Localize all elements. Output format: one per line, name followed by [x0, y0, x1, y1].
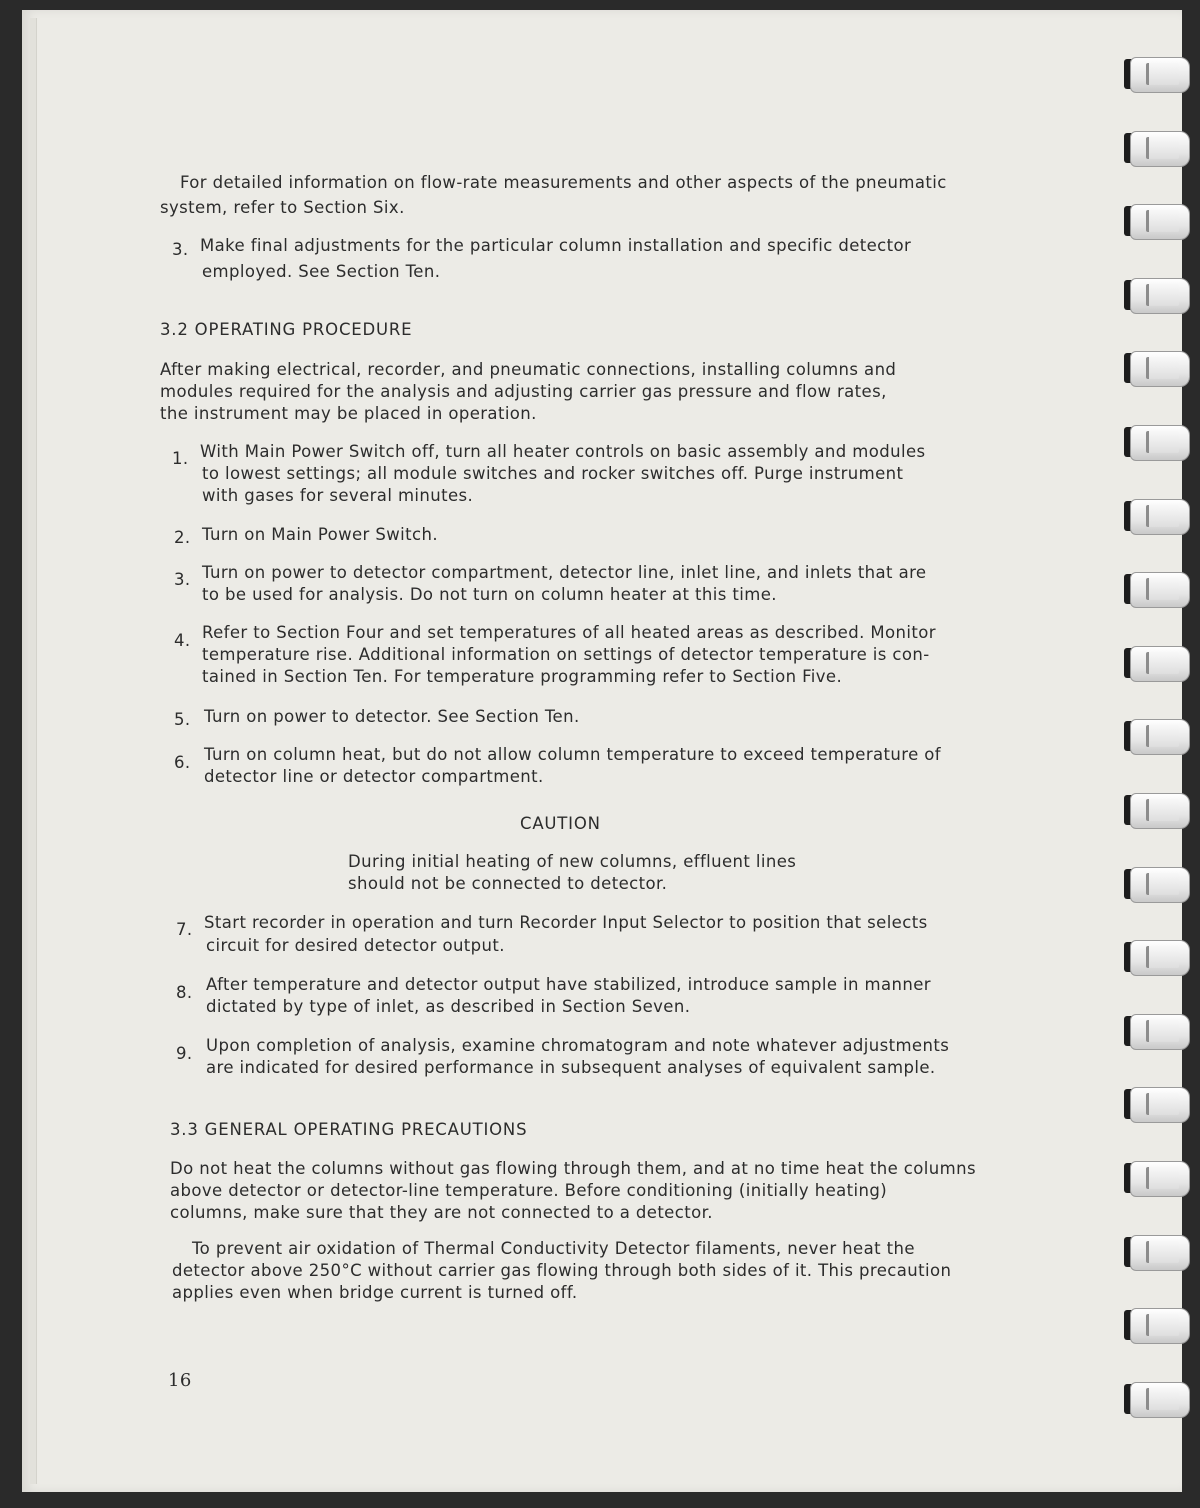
step-line: Make final adjustments for the particular column installation and specific detector	[200, 236, 912, 255]
step-number: 8.	[176, 983, 193, 1002]
intro-line-2: system, refer to Section Six.	[160, 198, 405, 217]
step-line: to lowest settings; all module switches and rocker switches off. Purge instrument	[202, 464, 904, 483]
step-line: Refer to Section Four and set temperatures of all heated areas as described. Monitor	[202, 623, 936, 642]
paragraph-line: detector above 250°C without carrier gas flowing through both sides of it. This precaution	[172, 1261, 952, 1280]
step-line: with gases for several minutes.	[202, 486, 474, 505]
step-number: 6.	[174, 753, 191, 772]
step-line: to be used for analysis. Do not turn on column heater at this time.	[202, 585, 777, 604]
caution-line: During initial heating of new columns, effluent lines	[348, 852, 797, 871]
step-line: are indicated for desired performance in subsequent analyses of equivalent sample.	[206, 1058, 936, 1077]
binding-ring	[1124, 791, 1192, 829]
paragraph-line: applies even when bridge current is turned off.	[172, 1283, 578, 1302]
paragraph-line: above detector or detector-line temperature. Before conditioning (initially heating)	[170, 1181, 888, 1200]
binding-ring	[1124, 1306, 1192, 1344]
binding-ring	[1124, 644, 1192, 682]
binding-ring	[1124, 129, 1192, 167]
step-number: 2.	[174, 528, 191, 547]
step-number: 4.	[174, 631, 191, 650]
binding-ring	[1124, 717, 1192, 755]
section-heading-3-2: 3.2 OPERATING PROCEDURE	[160, 320, 413, 339]
binding-ring	[1124, 865, 1192, 903]
step-line: Turn on power to detector compartment, detector line, inlet line, and inlets that are	[202, 563, 927, 582]
step-line: employed. See Section Ten.	[202, 262, 441, 281]
step-line: Upon completion of analysis, examine chromatogram and note whatever adjustments	[206, 1036, 950, 1055]
step-number: 3.	[172, 240, 189, 259]
step-line: Turn on column heat, but do not allow column temperature to exceed temperature of	[204, 745, 941, 764]
page-number: 16	[168, 1370, 192, 1391]
step-number: 9.	[176, 1044, 193, 1063]
binding-ring	[1124, 349, 1192, 387]
binding-ring	[1124, 423, 1192, 461]
paragraph-line: columns, make sure that they are not connected to a detector.	[170, 1203, 713, 1222]
intro-line-1: For detailed information on flow-rate measurements and other aspects of the pneumatic	[180, 173, 947, 192]
step-line: After temperature and detector output have stabilized, introduce sample in manner	[206, 975, 931, 994]
step-line: With Main Power Switch off, turn all heater controls on basic assembly and modules	[200, 442, 926, 461]
step-line: tained in Section Ten. For temperature programming refer to Section Five.	[202, 667, 843, 686]
binding-ring	[1124, 570, 1192, 608]
caution-line: should not be connected to detector.	[348, 874, 668, 893]
binding-ring	[1124, 1233, 1192, 1271]
binding-ring	[1124, 202, 1192, 240]
paragraph-line: To prevent air oxidation of Thermal Conductivity Detector filaments, never heat the	[192, 1239, 915, 1258]
step-line: temperature rise. Additional information on settings of detector temperature is con-	[202, 645, 930, 664]
binding-ring	[1124, 497, 1192, 535]
section-heading-3-3: 3.3 GENERAL OPERATING PRECAUTIONS	[170, 1120, 528, 1139]
step-line: Turn on Main Power Switch.	[202, 525, 438, 544]
binding-ring	[1124, 55, 1192, 93]
binding-ring	[1124, 276, 1192, 314]
step-number: 1.	[172, 449, 189, 468]
paragraph-line: the instrument may be placed in operation.	[160, 404, 537, 423]
step-number: 5.	[174, 710, 191, 729]
paragraph-line: After making electrical, recorder, and pneumatic connections, installing columns and	[160, 360, 897, 379]
step-line: detector line or detector compartment.	[204, 767, 544, 786]
step-line: Turn on power to detector. See Section Ten.	[204, 707, 580, 726]
step-number: 3.	[174, 570, 191, 589]
paragraph-line: modules required for the analysis and adjusting carrier gas pressure and flow rates,	[160, 382, 887, 401]
step-line: dictated by type of inlet, as described in Section Seven.	[206, 997, 691, 1016]
binding-ring	[1124, 1380, 1192, 1418]
paragraph-line: Do not heat the columns without gas flowing through them, and at no time heat the columns	[170, 1159, 976, 1178]
step-number: 7.	[176, 920, 193, 939]
step-line: Start recorder in operation and turn Recorder Input Selector to position that selects	[204, 913, 928, 932]
binding-ring	[1124, 938, 1192, 976]
caution-title: CAUTION	[520, 814, 601, 833]
binding-ring	[1124, 1012, 1192, 1050]
binding-ring	[1124, 1085, 1192, 1123]
binding-ring	[1124, 1159, 1192, 1197]
step-line: circuit for desired detector output.	[206, 936, 505, 955]
